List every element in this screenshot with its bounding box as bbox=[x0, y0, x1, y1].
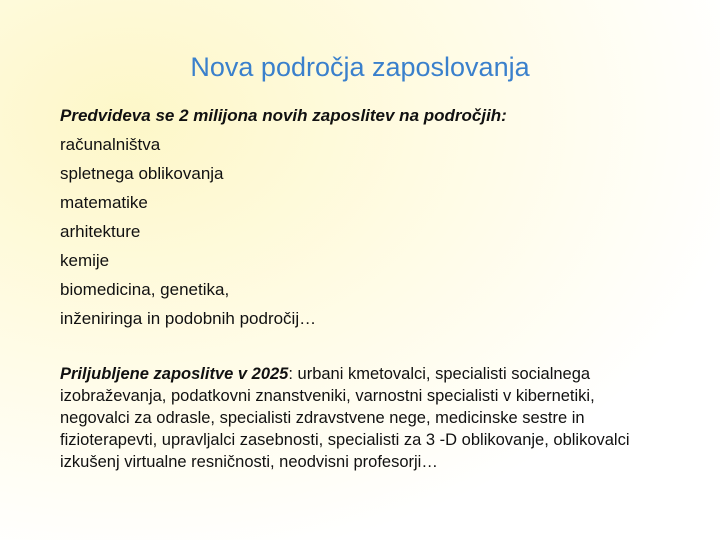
slide-content bbox=[60, 101, 660, 473]
popular-jobs-lead: Priljubljene zaposlitve v 2025 bbox=[60, 365, 289, 383]
area-item: kemije bbox=[60, 251, 110, 270]
area-item: matematike bbox=[60, 193, 148, 212]
popular-jobs-paragraph bbox=[60, 363, 660, 473]
intro-text: Predvideva se 2 milijona novih zaposlitev na področjih: bbox=[60, 106, 507, 125]
slide-title: Nova področja zaposlovanja bbox=[190, 52, 530, 82]
areas-list bbox=[60, 130, 660, 333]
area-item: inženiringa in podobnih področij… bbox=[60, 309, 317, 328]
area-item: biomedicina, genetika, bbox=[60, 280, 230, 299]
area-item: spletnega oblikovanja bbox=[60, 164, 224, 183]
area-item: arhitekture bbox=[60, 222, 141, 241]
area-item: računalništva bbox=[60, 135, 161, 154]
popular-jobs-text: : urbani kmetovalci, specialisti socialnega izobraževanja, podatkovni znanstveniki, varnostni specialisti v kibernetiki, negovalci za odrasle, specialisti zdravstvene nege, medicinske sestre in fizioterapevti, upravljalci zasebnosti, specialisti za 3 -D oblikovanje, oblikovalci izkušenj virtualne resničnosti, neodvisni profesorji… bbox=[60, 365, 630, 471]
